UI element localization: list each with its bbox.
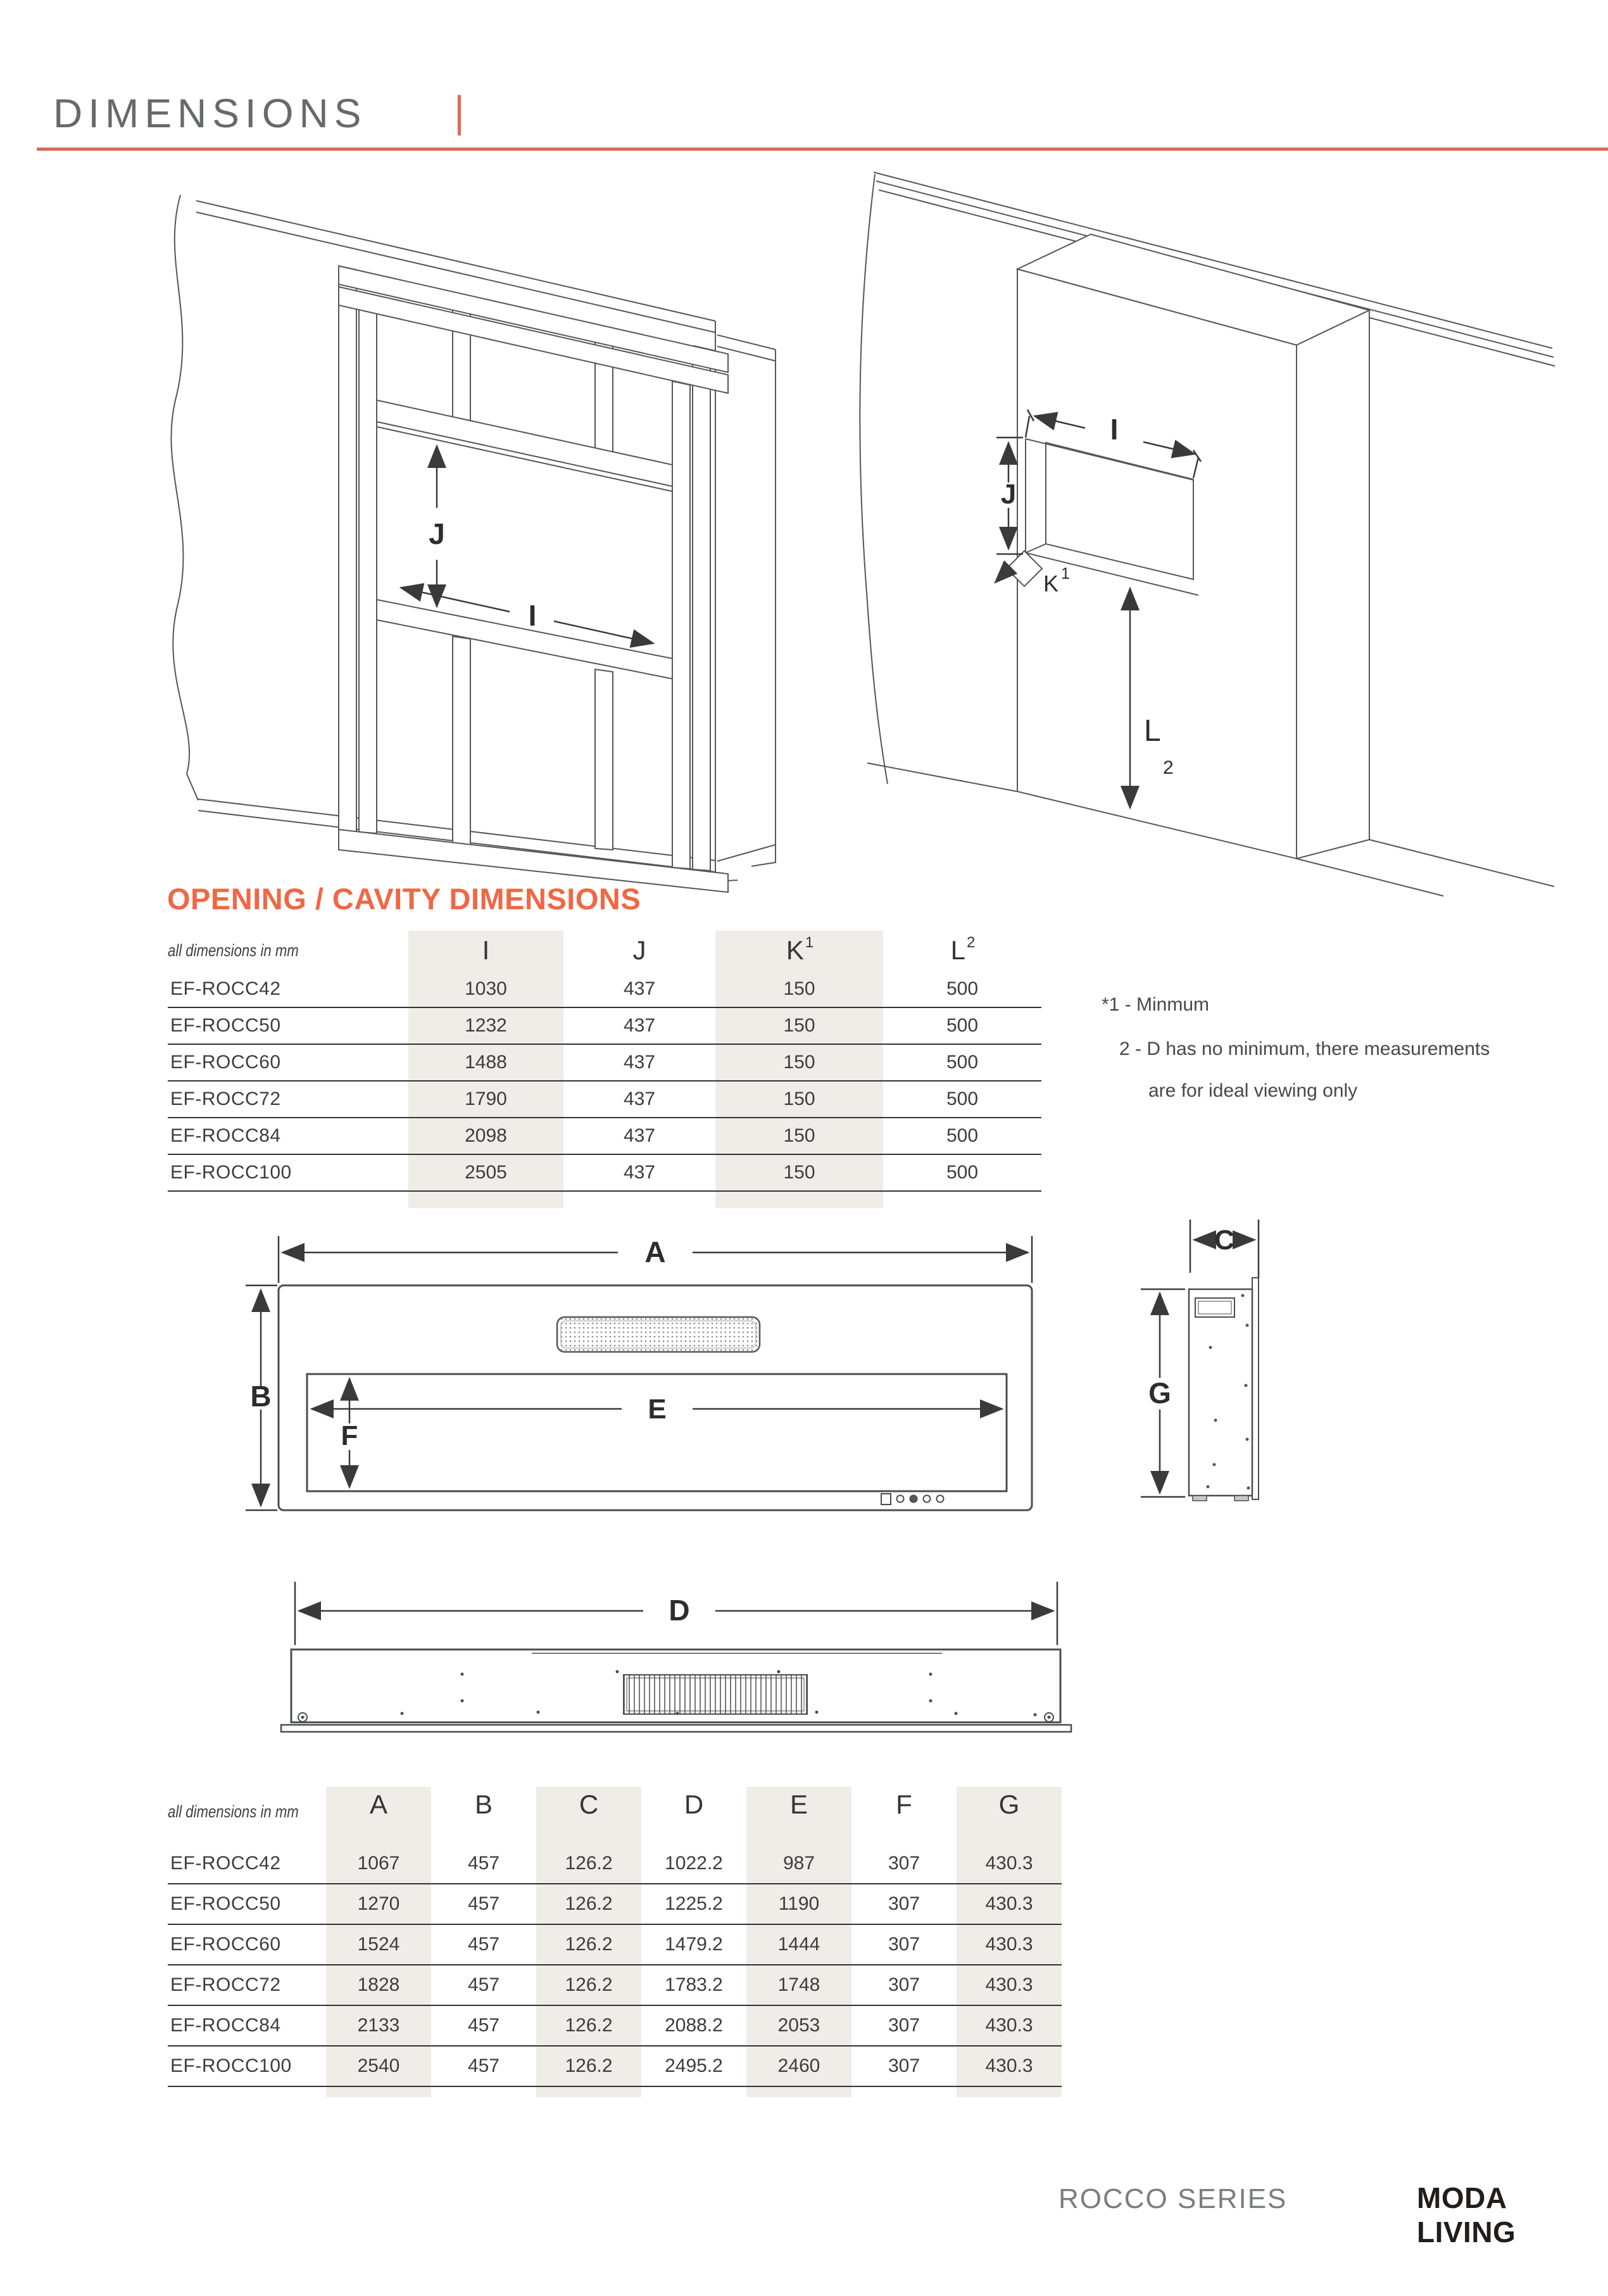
table-row bbox=[168, 1844, 1062, 1884]
column-header-d: D bbox=[684, 1789, 704, 1819]
column-header-a: A bbox=[369, 1789, 387, 1819]
value-cell: 1225.2 bbox=[665, 1893, 723, 1914]
model-cell: EF-ROCC84 bbox=[170, 2015, 281, 2036]
value-cell: 430.3 bbox=[985, 1934, 1033, 1955]
value-cell: 307 bbox=[888, 1974, 920, 1995]
value-cell: 307 bbox=[888, 1934, 920, 1955]
column-header-l: $L^2$ bbox=[950, 934, 976, 965]
model-cell: EF-ROCC60 bbox=[170, 1934, 281, 1955]
value-cell: 126.2 bbox=[565, 1974, 613, 1995]
value-cell: 2505 bbox=[465, 1162, 507, 1183]
bottom-width-label: D bbox=[669, 1594, 690, 1627]
model-cell: EF-ROCC100 bbox=[170, 1162, 292, 1183]
table-row bbox=[168, 1884, 1062, 1925]
value-cell: 307 bbox=[888, 1893, 920, 1914]
table-row bbox=[168, 1082, 1041, 1118]
value-cell: 150 bbox=[783, 978, 815, 999]
bottom-body-outline bbox=[281, 1649, 1071, 1732]
note-line-3: are for ideal viewing only bbox=[1148, 1080, 1358, 1101]
cavity-opening-width-label: I bbox=[1110, 413, 1119, 446]
value-cell: 1790 bbox=[465, 1088, 507, 1109]
value-cell: 457 bbox=[467, 1934, 500, 1955]
value-cell: 437 bbox=[623, 1125, 656, 1146]
note-line-1: *1 - Minmum bbox=[1102, 994, 1210, 1015]
front-control-icons bbox=[881, 1494, 944, 1504]
column-header-k: $K^1$ bbox=[786, 934, 814, 965]
value-cell: 1232 bbox=[465, 1015, 507, 1036]
value-cell: 437 bbox=[623, 1052, 656, 1073]
value-cell: 2460 bbox=[777, 2055, 820, 2076]
value-cell: 500 bbox=[946, 1088, 979, 1109]
value-cell: 437 bbox=[623, 1162, 656, 1183]
value-cell: 2495.2 bbox=[665, 2055, 723, 2076]
side-screw-dots bbox=[1207, 1294, 1250, 1490]
value-cell: 437 bbox=[623, 978, 656, 999]
value-cell: 430.3 bbox=[985, 2015, 1033, 2036]
side-dimension-arrows bbox=[1141, 1220, 1259, 1497]
side-view-diagram bbox=[1140, 1189, 1431, 1548]
model-cell: EF-ROCC72 bbox=[170, 1974, 281, 1995]
value-cell: 437 bbox=[623, 1015, 656, 1036]
framing-opening-width-label: I bbox=[528, 599, 537, 632]
value-cell: 1022.2 bbox=[665, 1853, 723, 1874]
table-row bbox=[168, 971, 1041, 1008]
front-overall-height-label: B bbox=[250, 1380, 272, 1413]
value-cell: 1067 bbox=[357, 1853, 400, 1874]
table-row bbox=[168, 1118, 1041, 1155]
value-cell: 150 bbox=[783, 1162, 815, 1183]
cavity-opening-height-label: J bbox=[1000, 479, 1017, 510]
value-cell: 150 bbox=[783, 1088, 815, 1109]
value-cell: 150 bbox=[783, 1052, 815, 1073]
value-cell: 2088.2 bbox=[665, 2015, 723, 2036]
model-cell: EF-ROCC42 bbox=[170, 1853, 281, 1874]
column-header-i: I bbox=[482, 935, 490, 965]
value-cell: 2053 bbox=[777, 2015, 820, 2036]
column-header-e: E bbox=[789, 1789, 808, 1819]
value-cell: 430.3 bbox=[985, 2055, 1033, 2076]
product-table-header bbox=[168, 1773, 1062, 1844]
table-row bbox=[168, 1008, 1041, 1045]
cavity-clearance-label: L bbox=[1144, 714, 1161, 748]
table-row bbox=[168, 1045, 1041, 1082]
value-cell: 430.3 bbox=[985, 1893, 1033, 1914]
opening-dimensions-table bbox=[168, 930, 1041, 1192]
framed-wall-diagram bbox=[142, 172, 788, 881]
section-heading: OPENING / CAVITY DIMENSIONS bbox=[167, 882, 641, 916]
title-rule bbox=[37, 148, 1608, 151]
cavity-wall-block bbox=[1017, 234, 1554, 896]
value-cell: 1270 bbox=[357, 1893, 400, 1914]
value-cell: 430.3 bbox=[985, 1974, 1033, 1995]
side-height-label: G bbox=[1148, 1377, 1171, 1410]
value-cell: 2540 bbox=[357, 2055, 400, 2076]
value-cell: 987 bbox=[782, 1853, 815, 1874]
model-cell: EF-ROCC84 bbox=[170, 1125, 281, 1146]
table-row bbox=[168, 2006, 1062, 2047]
value-cell: 1828 bbox=[357, 1974, 400, 1995]
note-line-2: 2 - D has no minimum, there measurements bbox=[1119, 1038, 1490, 1059]
value-cell: 126.2 bbox=[565, 2055, 613, 2076]
value-cell: 307 bbox=[888, 1853, 920, 1874]
framing-opening-height-label: J bbox=[429, 517, 445, 550]
value-cell: 126.2 bbox=[565, 2015, 613, 2036]
value-cell: 150 bbox=[783, 1015, 815, 1036]
value-cell: 500 bbox=[946, 1162, 979, 1183]
column-header-c: C bbox=[579, 1789, 599, 1819]
title-separator bbox=[458, 95, 461, 136]
page-title: DIMENSIONS bbox=[53, 91, 367, 136]
unit-label: all dimensions in mm bbox=[168, 1802, 299, 1821]
footer-series-name: ROCCO SERIES bbox=[1058, 2183, 1288, 2214]
value-cell: 500 bbox=[946, 1125, 979, 1146]
value-cell: 500 bbox=[946, 1015, 979, 1036]
value-cell: 1524 bbox=[357, 1934, 400, 1955]
value-cell: 457 bbox=[467, 1893, 500, 1914]
value-cell: 457 bbox=[467, 2055, 500, 2076]
value-cell: 307 bbox=[888, 2015, 920, 2036]
value-cell: 1030 bbox=[465, 978, 507, 999]
wall-framing-studs bbox=[339, 266, 728, 892]
front-viewing-height-label: F bbox=[341, 1420, 358, 1451]
model-cell: EF-ROCC72 bbox=[170, 1088, 281, 1109]
table-row bbox=[168, 1155, 1041, 1192]
cavity-depth-superscript: 1 bbox=[1061, 565, 1070, 583]
value-cell: 1783.2 bbox=[665, 1974, 723, 1995]
front-vent-grille bbox=[557, 1317, 760, 1352]
table-row bbox=[168, 1965, 1062, 2006]
value-cell: 307 bbox=[888, 2055, 920, 2076]
opening-table-header bbox=[168, 930, 1041, 971]
column-header-g: G bbox=[998, 1789, 1020, 1819]
value-cell: 126.2 bbox=[565, 1893, 613, 1914]
model-cell: EF-ROCC42 bbox=[170, 978, 281, 999]
product-dimensions-table bbox=[168, 1773, 1062, 2087]
column-header-j: J bbox=[632, 935, 646, 965]
value-cell: 430.3 bbox=[985, 1853, 1033, 1874]
bottom-view-diagram bbox=[272, 1545, 1089, 1741]
value-cell: 500 bbox=[946, 1052, 979, 1073]
value-cell: 500 bbox=[946, 978, 979, 999]
value-cell: 150 bbox=[783, 1125, 815, 1146]
side-depth-label: C bbox=[1214, 1225, 1234, 1256]
front-view-diagram bbox=[241, 1228, 1045, 1545]
value-cell: 126.2 bbox=[565, 1934, 613, 1955]
value-cell: 1190 bbox=[778, 1893, 820, 1914]
value-cell: 1479.2 bbox=[665, 1934, 723, 1955]
column-header-f: F bbox=[896, 1789, 912, 1819]
value-cell: 457 bbox=[467, 1974, 500, 1995]
value-cell: 2098 bbox=[465, 1125, 507, 1146]
model-cell: EF-ROCC50 bbox=[170, 1893, 281, 1914]
front-overall-width-label: A bbox=[644, 1235, 666, 1268]
value-cell: 457 bbox=[467, 2015, 500, 2036]
cavity-depth-label: K bbox=[1043, 571, 1059, 596]
front-viewing-width-label: E bbox=[648, 1394, 667, 1425]
value-cell: 126.2 bbox=[565, 1853, 613, 1874]
value-cell: 1488 bbox=[465, 1052, 507, 1073]
cavity-clearance-subscript: 2 bbox=[1163, 757, 1174, 778]
column-header-b: B bbox=[474, 1789, 493, 1819]
side-body-outline bbox=[1189, 1278, 1259, 1501]
value-cell: 1748 bbox=[777, 1974, 820, 1995]
unit-label: all dimensions in mm bbox=[168, 940, 299, 960]
model-cell: EF-ROCC100 bbox=[170, 2055, 292, 2076]
wall-cavity-diagram bbox=[848, 158, 1557, 924]
model-cell: EF-ROCC60 bbox=[170, 1052, 281, 1073]
footer-brand-name: MODA LIVING bbox=[1417, 2181, 1516, 2249]
value-cell: 437 bbox=[623, 1088, 656, 1109]
value-cell: 1444 bbox=[777, 1934, 820, 1955]
value-cell: 2133 bbox=[357, 2015, 400, 2036]
model-cell: EF-ROCC50 bbox=[170, 1015, 281, 1036]
table-row bbox=[168, 1925, 1062, 1965]
value-cell: 457 bbox=[467, 1853, 500, 1874]
table-row bbox=[168, 2047, 1062, 2087]
